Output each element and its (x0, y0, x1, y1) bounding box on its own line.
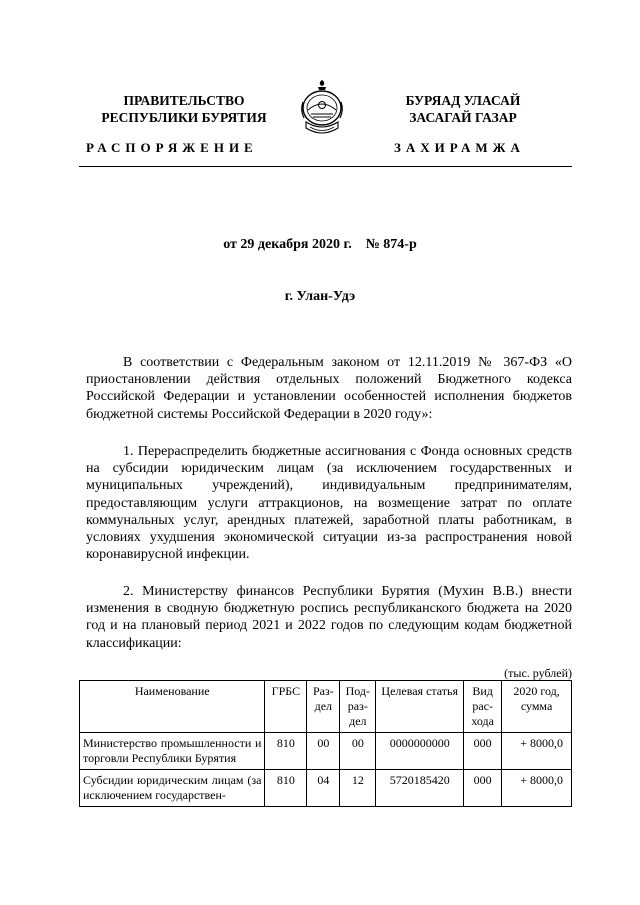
header-razdel: Раз-дел (307, 681, 340, 733)
cell-vid: 000 (464, 770, 502, 807)
table-row (80, 733, 572, 770)
government-name-russian (84, 92, 284, 126)
document-type-russian: РАСПОРЯЖЕНИЕ (86, 140, 258, 155)
clause-1-paragraph: 1. Перераспределить бюджетные ассигнования с Фонда основных средств на субсидии юридическим лицам (за исключением государственных и муниципальных учреждений), индивидуальным предпринимателям, предоставляющим услуги аттракционов, на возмещение затрат по оплате коммунальных услуг, арендных платежей, заработной платы работникам, в условиях ухудшения экономической ситуации из-за распространения новой коронавирусной инфекции. (86, 444, 572, 563)
header-left-line1: ПРАВИТЕЛЬСТВО (123, 93, 245, 108)
header-name: Наименование (80, 681, 265, 733)
header-grbs: ГРБС (265, 681, 307, 733)
cell-statya: 0000000000 (376, 733, 464, 770)
document-number: № 874-р (365, 237, 417, 252)
table-units: (тыс. рублей) (504, 666, 572, 680)
table-row (80, 770, 572, 807)
cell-sum: + 8000,0 (502, 733, 572, 770)
cell-razdel: 00 (307, 733, 340, 770)
document-date: от 29 декабря 2020 г. (223, 237, 352, 252)
cell-grbs: 810 (265, 770, 307, 807)
header-divider (79, 166, 572, 167)
header-left-line2: РЕСПУБЛИКИ БУРЯТИЯ (101, 110, 267, 125)
cell-razdel: 04 (307, 770, 340, 807)
header-vid: Вид рас-хода (464, 681, 502, 733)
clause-2-paragraph: 2. Министерству финансов Республики Бурятия (Мухин В.В.) внести изменения в сводную бюджетную роспись республиканского бюджета на 2020 год и на плановый период 2021 и 2022 годов по следующим кодам бюджетной классификации: (86, 584, 572, 651)
header-right-line2: ЗАСАГАЙ ГАЗАР (409, 110, 517, 125)
header-podrazdel: Под-раз-дел (340, 681, 376, 733)
document-type-buryat: ЗАХИРАМЖА (394, 140, 525, 155)
budget-table (79, 680, 572, 807)
cell-vid: 000 (464, 733, 502, 770)
cell-podrazdel: 12 (340, 770, 376, 807)
cell-grbs: 810 (265, 733, 307, 770)
cell-name: Министерство промышленности и торговли Республики Бурятия (80, 733, 265, 770)
cell-podrazdel: 00 (340, 733, 376, 770)
cell-sum: + 8000,0 (502, 770, 572, 807)
coat-of-arms-emblem (298, 78, 346, 142)
header-right-line1: БУРЯАД УЛАСАЙ (405, 93, 521, 108)
table-header-row (80, 681, 572, 733)
preamble-paragraph: В соответствии с Федеральным законом от 12.11.2019 № 367-ФЗ «О приостановлении действия отдельных положений Бюджетного кодекса Российской Федерации и установлении особенностей исполнения бюджетов бюджетной системы Российской Федерации в 2020 году»: (86, 355, 572, 422)
document-city: г. Улан-Удэ (284, 289, 356, 304)
cell-statya: 5720185420 (376, 770, 464, 807)
document-date-number (0, 237, 640, 253)
government-name-buryat (378, 92, 548, 126)
header-statya: Целевая статья (376, 681, 464, 733)
cell-name: Субсидии юридическим лицам (за исключением государствен- (80, 770, 265, 807)
header-sum: 2020 год, сумма (502, 681, 572, 733)
